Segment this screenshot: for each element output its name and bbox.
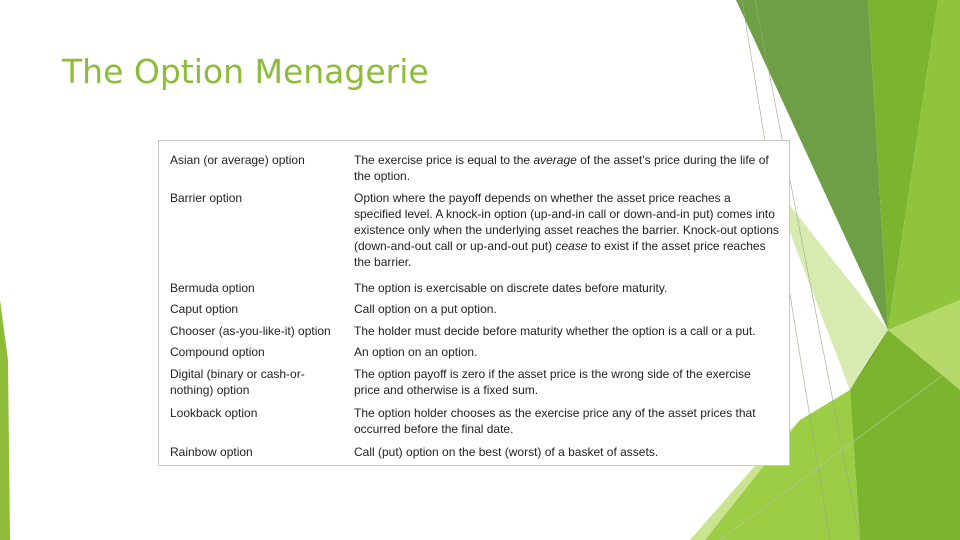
option-description: The option is exercisable on discrete dates before maturity. (354, 281, 668, 295)
option-description: The option holder chooses as the exercise price any of the asset prices that occurred before the final date. (354, 406, 756, 436)
option-description: Call (put) option on the best (worst) of a basket of assets. (354, 445, 659, 459)
green-left-sliver (0, 300, 10, 540)
option-term: Lookback option (170, 406, 258, 420)
option-term: Rainbow option (170, 445, 253, 459)
slide-title: The Option Menagerie (62, 52, 429, 91)
option-description: The exercise price is equal to the average of the asset’s price during the life of the option. (354, 153, 769, 183)
option-term: Barrier option (170, 191, 243, 205)
options-table (158, 140, 790, 466)
option-term: Bermuda option (170, 281, 255, 295)
option-description: The option payoff is zero if the asset price is the wrong side of the exercise price and otherwise is a fixed sum. (354, 367, 751, 397)
option-term: Chooser (as-you-like-it) option (170, 324, 331, 338)
option-description: The holder must decide before maturity whether the option is a call or a put. (354, 324, 756, 338)
option-term: Asian (or average) option (170, 153, 305, 167)
option-term: Compound option (170, 345, 265, 359)
option-description: Call option on a put option. (354, 302, 497, 316)
option-term: Digital (binary or cash-or-nothing) option (170, 367, 305, 397)
option-term: Caput option (170, 302, 239, 316)
option-description: An option on an option. (354, 345, 478, 359)
option-description: Option where the payoff depends on whether the asset price reaches a specified level. A knock-in option (up-and-in call or down-and-in put) comes into existence only when the underlying asset reaches the barrier. Knock-out options (down-and-out call or up-and-out put) cease to exist if the asset price reaches the barrier. (354, 191, 779, 269)
